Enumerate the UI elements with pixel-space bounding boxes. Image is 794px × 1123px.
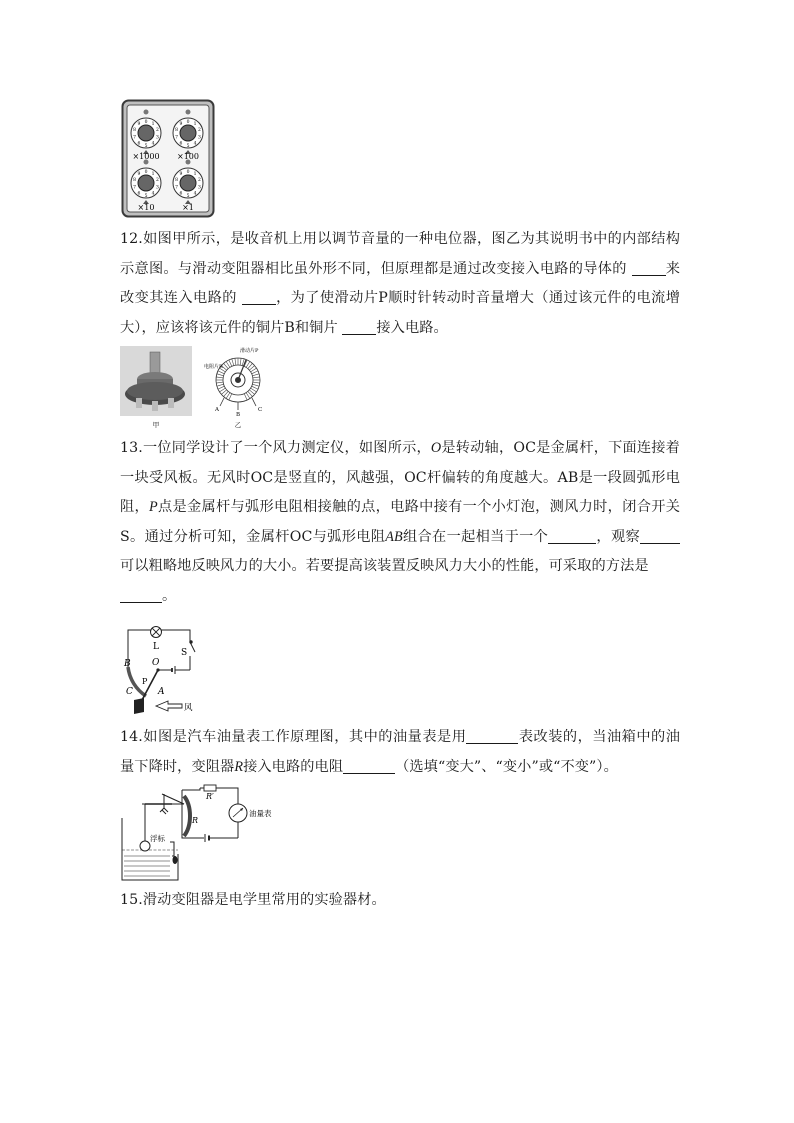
q15-number: 15. xyxy=(120,892,143,908)
q13-number: 13. xyxy=(120,440,143,456)
dial-knob xyxy=(138,125,154,141)
dial-digit: 6 xyxy=(179,141,183,147)
resistor-hatch-line xyxy=(232,359,234,366)
label-oil-meter: 油量表 xyxy=(249,809,272,818)
resistor-hatch-line xyxy=(252,371,258,374)
label-slider-p: 滑动片P xyxy=(240,348,259,354)
label-A: A xyxy=(215,407,219,413)
dial-digit: 0 xyxy=(144,169,148,175)
wind-meter-figure xyxy=(120,622,200,714)
resistor-hatch-line xyxy=(240,358,241,365)
dial-digit: 5 xyxy=(186,193,190,199)
q13-text-7: 。 xyxy=(162,587,177,604)
label-P: P xyxy=(142,677,148,686)
resistor-hatch-line xyxy=(252,384,259,386)
dial-digit: 1 xyxy=(151,172,155,178)
dial-digit: 6 xyxy=(179,191,183,197)
resistor-hatch-line xyxy=(253,377,260,378)
dial-label-1: ×1 xyxy=(182,203,194,212)
q14-number: 14. xyxy=(120,729,143,745)
label-O: O xyxy=(152,658,160,668)
dial-digit: 1 xyxy=(193,122,197,128)
q12-blank-3[interactable] xyxy=(342,318,376,335)
dial-digit: 2 xyxy=(155,178,159,184)
dial-digit: 4 xyxy=(151,141,155,147)
question-12 xyxy=(120,225,680,343)
q13-text-1: 一位同学设计了一个风力测定仪，如图所示， xyxy=(142,440,431,456)
label-C: C xyxy=(126,687,133,697)
q14-blank-2[interactable] xyxy=(343,757,395,774)
q12-text-b: 来改变其连入电路的 xyxy=(120,260,680,306)
q13-text-2: 是转动轴，OC是金属杆，下面连接着一块受风板。无风时OC是竖直的，风越强，OC杆偏转的角度越大。AB是一段圆弧形电阻， xyxy=(120,440,680,515)
resistor-hatch-line xyxy=(218,386,224,389)
q14-text-3: 接入电路的电阻 xyxy=(243,758,344,775)
potentiometer-diagram xyxy=(204,347,262,429)
resistor-hatch-line xyxy=(229,394,232,400)
question-14 xyxy=(120,723,680,782)
label-yi: 乙 xyxy=(234,421,242,429)
potentiometer-figure xyxy=(120,346,280,430)
q13-var-AB: AB xyxy=(385,528,403,545)
q13-var-P: P xyxy=(149,499,158,515)
label-B: B xyxy=(236,412,241,418)
dial-digit: 9 xyxy=(137,122,141,128)
q13-blank-3[interactable] xyxy=(120,586,162,603)
label-resistor-sheet: 电阻片R xyxy=(204,364,223,370)
resistor-hatch-line xyxy=(252,386,258,389)
resistor-hatch-line xyxy=(216,382,223,383)
dial-label-10: ×10 xyxy=(137,203,155,212)
dial-digit: 8 xyxy=(133,128,137,134)
q13-text-4: 组合在一起相当于一个 xyxy=(402,528,549,545)
q13-text-5: ，观察 xyxy=(596,528,640,545)
dial-digit: 5 xyxy=(144,143,148,149)
q12-text-d: 接入电路。 xyxy=(376,319,448,336)
dial-digit: 3 xyxy=(197,135,201,141)
label-B: B xyxy=(124,659,131,669)
dial-knob xyxy=(138,175,154,191)
question-15 xyxy=(120,886,680,916)
label-C: C xyxy=(258,407,263,413)
dial-digit: 7 xyxy=(175,135,179,141)
q12-blank-2[interactable] xyxy=(242,288,276,305)
dial-knob xyxy=(180,125,196,141)
dial-digit: 9 xyxy=(137,172,141,178)
q12-text-a: 如图甲所示，是收音机上用以调节音量的一种电位器，图乙为其说明书中的内部结构示意图。与滑动变阻器相比虽外形不同，但原理都是通过改变接入电路的导体的 xyxy=(120,231,680,277)
dial-digit: 7 xyxy=(133,185,137,191)
q12-number: 12. xyxy=(120,231,143,247)
label-r-prime: R′ xyxy=(206,792,214,801)
resistor-hatch-line xyxy=(253,382,260,383)
q14-text-1: 如图是汽车油量表工作原理图，其中的油量表是用 xyxy=(142,729,467,745)
dial-digit: 0 xyxy=(144,119,148,125)
question-13 xyxy=(120,434,680,611)
q14-var-R: R xyxy=(234,758,244,775)
q13-text-6: 可以粗略地反映风力的大小。若要提高该装置反映风力大小的性能，可采取的方法是 xyxy=(120,558,649,574)
dial-knob xyxy=(180,175,196,191)
dial-indicator xyxy=(186,110,191,115)
q13-var-O: O xyxy=(430,440,442,456)
dial-digit: 5 xyxy=(144,193,148,199)
dial-digit: 9 xyxy=(179,122,183,128)
dial-digit: 1 xyxy=(151,122,155,128)
dial-digit: 8 xyxy=(133,178,137,184)
label-jia: 甲 xyxy=(152,421,160,429)
q15-text: 滑动变阻器是电学里常用的实验器材。 xyxy=(142,892,386,908)
resistor-hatch-line xyxy=(252,374,259,376)
dial-label-100: ×100 xyxy=(177,152,199,161)
dial-digit: 7 xyxy=(133,135,137,141)
q13-blank-1[interactable] xyxy=(548,527,596,544)
dial-digit: 4 xyxy=(193,141,197,147)
dial-digit: 1 xyxy=(193,172,197,178)
dial-digit: 3 xyxy=(197,185,201,191)
resistor-hatch-line xyxy=(218,371,224,374)
dial-digit: 9 xyxy=(179,172,183,178)
label-S: S xyxy=(181,648,188,658)
dial-digit: 8 xyxy=(175,178,179,184)
dial-digit: 2 xyxy=(197,178,201,184)
dial-digit: 6 xyxy=(137,191,141,197)
q14-text-2: 表改装的，当油箱中的油量下降时，变阻器 xyxy=(120,729,680,775)
q13-text-3: 点是金属杆与弧形电阻相接触的点，电路中接有一个小灯泡，测风力时，闭合开关S。通过分析可知，金属杆OC与弧形电阻 xyxy=(120,499,680,545)
dial-digit: 6 xyxy=(137,141,141,147)
resistor-hatch-line xyxy=(229,360,232,366)
label-L: L xyxy=(153,642,159,652)
resistor-hatch-line xyxy=(217,374,224,376)
q14-blank-1[interactable] xyxy=(466,727,518,744)
fuel-gauge-figure xyxy=(120,784,280,884)
label-A: A xyxy=(158,687,165,697)
resistance-box-figure xyxy=(121,99,215,218)
label-float: 浮标 xyxy=(150,834,165,843)
dial-digit: 3 xyxy=(155,135,159,141)
dial-digit: 3 xyxy=(155,185,159,191)
dial-label-1000: ×1000 xyxy=(132,152,160,161)
dial-digit: 0 xyxy=(186,169,190,175)
q12-text-c: ，为了使滑动片P顺时针转动时音量增大（通过该元件的电流增大），应该将该元件的铜片B和铜片 xyxy=(120,290,680,336)
dial-digit: 5 xyxy=(186,143,190,149)
resistor-hatch-line xyxy=(235,358,236,365)
q13-blank-2[interactable] xyxy=(640,527,680,544)
dial-digit: 4 xyxy=(193,191,197,197)
resistor-hatch-line xyxy=(217,384,224,386)
resistor-hatch-line xyxy=(216,377,223,378)
dial-digit: 2 xyxy=(197,128,201,134)
dial-digit: 2 xyxy=(155,128,159,134)
dial-digit: 8 xyxy=(175,128,179,134)
dial-digit: 7 xyxy=(175,185,179,191)
label-r: R xyxy=(192,816,199,825)
dial-indicator xyxy=(144,110,149,115)
dial-digit: 0 xyxy=(186,119,190,125)
q12-blank-1[interactable] xyxy=(632,259,666,276)
label-wind: 风 xyxy=(184,703,193,713)
q14-text-4: （选填“变大”、“变小”或“不变”）。 xyxy=(395,758,618,775)
dial-digit: 4 xyxy=(151,191,155,197)
resistor-hatch-line xyxy=(244,394,247,400)
